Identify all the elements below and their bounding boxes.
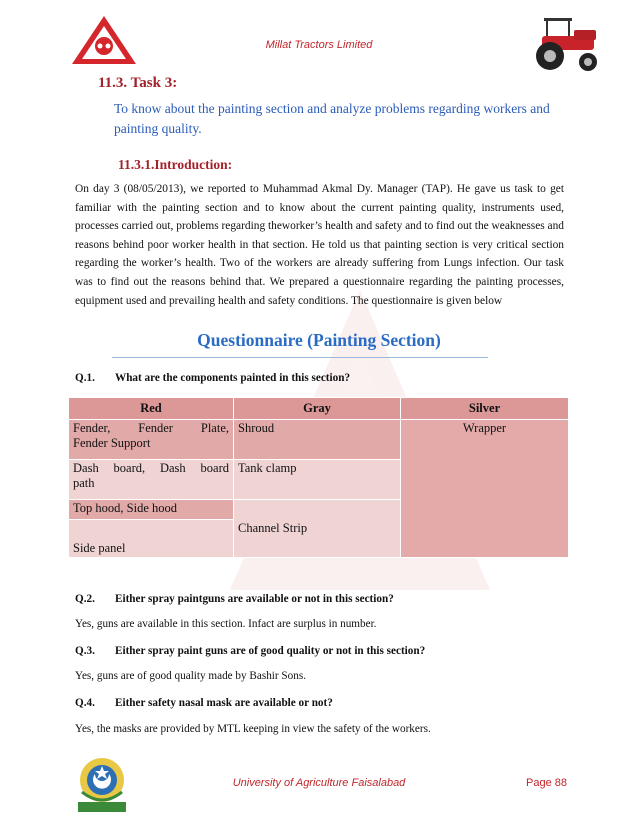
- question-number: Q.2.: [75, 593, 95, 605]
- red-cell-3: Top hood, Side hood: [69, 500, 234, 520]
- question-text: Either spray paintguns are available or not in this section?: [115, 593, 394, 605]
- question-number: Q.1.: [75, 372, 95, 384]
- silver-cell: [401, 420, 569, 558]
- red-cell-1: [69, 420, 234, 460]
- cell-text: Fender Support: [73, 436, 151, 450]
- question-text: Either safety nasal mask are available or not?: [115, 697, 333, 709]
- question-4: [75, 697, 333, 709]
- question-text: What are the components painted in this section?: [115, 372, 351, 384]
- header-red: Red: [69, 398, 234, 420]
- question-number: Q.4.: [75, 697, 95, 709]
- tractor-icon: [522, 14, 602, 72]
- answer-3: Yes, guns are of good quality made by Bashir Sons.: [75, 670, 306, 682]
- introduction-title: 11.3.1.Introduction:: [118, 157, 233, 172]
- cell-text: Dash board, Dash board: [73, 461, 229, 475]
- gray-cell-3: Channel Strip: [234, 500, 401, 558]
- header-silver: Silver: [401, 398, 569, 420]
- gray-cell-2: Tank clamp: [234, 460, 401, 500]
- cell-text: path: [73, 476, 95, 490]
- cell-text: Fender, Fender Plate,: [73, 421, 229, 435]
- question-2: [75, 593, 394, 605]
- page-number: Page 88: [526, 777, 567, 789]
- title-divider: [112, 357, 488, 358]
- answer-2: Yes, guns are available in this section. Infact are surplus in number.: [75, 618, 377, 630]
- gray-cell-1: Shroud: [234, 420, 401, 460]
- red-cell-2: [69, 460, 234, 500]
- introduction-paragraph: On day 3 (08/05/2013), we reported to Muhammad Akmal Dy. Manager (TAP). He gave us task to get familiar with the painting section and to know about the current painting quality, instruments used, processes carried out, problems regarding theworker’s health and safety and to find out the weaknesses and reasons behind poor worker health in that section. He told us that painting section is very critical section regarding the worker’s health. Two of the workers are already suffering from Lungs infection. Our task was to find out the reasons behind that. We prepared a questionnaire regarding the painting processes, equipment used and prevailing health and safety conditions. The questionnaire is given below: [75, 183, 564, 307]
- company-name: Millat Tractors Limited: [265, 39, 373, 51]
- university-name: University of Agriculture Faisalabad: [232, 777, 406, 789]
- task-description: To know about the painting section and analyze problems regarding workers and painting quality.: [114, 101, 550, 136]
- components-table: [68, 397, 569, 558]
- cell-text: Wrapper: [462, 421, 507, 435]
- header-gray: Gray: [234, 398, 401, 420]
- answer-4: Yes, the masks are provided by MTL keeping in view the safety of the workers.: [75, 723, 431, 735]
- task-title: 11.3. Task 3:: [98, 75, 178, 91]
- question-text: Either spray paint guns are of good quality or not in this section?: [115, 645, 426, 657]
- red-cell-4: Side panel: [69, 520, 234, 558]
- questionnaire-title: Questionnaire (Painting Section): [197, 330, 441, 350]
- question-1: [75, 372, 350, 384]
- question-number: Q.3.: [75, 645, 95, 657]
- question-3: [75, 645, 425, 657]
